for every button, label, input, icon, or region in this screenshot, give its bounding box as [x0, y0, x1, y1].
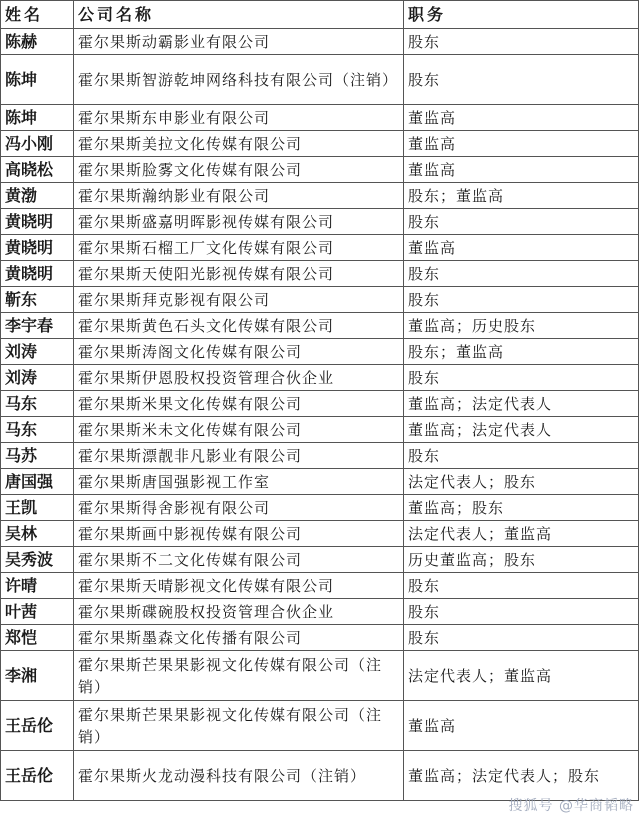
cell-company: 霍尔果斯黄色石头文化传媒有限公司: [74, 313, 404, 339]
table-row: [1, 157, 639, 183]
cell-role: 法定代表人；股东: [404, 469, 639, 495]
cell-name: 刘涛: [1, 339, 74, 365]
cell-company: 霍尔果斯得舍影视有限公司: [74, 495, 404, 521]
watermark: 搜狐号 @华商韬略: [508, 798, 634, 814]
cell-name: 马东: [1, 391, 74, 417]
table-row: [1, 391, 639, 417]
cell-role: 股东: [404, 287, 639, 313]
cell-name: 马东: [1, 417, 74, 443]
cell-role: 股东: [404, 625, 639, 651]
table-row: [1, 417, 639, 443]
table-row: [1, 751, 639, 801]
cell-role: 股东: [404, 29, 639, 55]
cell-company: 霍尔果斯不二文化传媒有限公司: [74, 547, 404, 573]
table-row: [1, 183, 639, 209]
cell-company: 霍尔果斯东申影业有限公司: [74, 105, 404, 131]
cell-company: 霍尔果斯米果文化传媒有限公司: [74, 391, 404, 417]
cell-name: 李湘: [1, 651, 74, 701]
table-row: [1, 547, 639, 573]
cell-role: 股东: [404, 209, 639, 235]
cell-role: 股东；董监高: [404, 183, 639, 209]
cell-name: 黄晓明: [1, 235, 74, 261]
cell-company: 霍尔果斯天晴影视文化传媒有限公司: [74, 573, 404, 599]
cell-name: 黄渤: [1, 183, 74, 209]
table-row: [1, 235, 639, 261]
cell-name: 许晴: [1, 573, 74, 599]
table-row: [1, 287, 639, 313]
header-role: 职务: [404, 1, 639, 29]
cell-name: 唐国强: [1, 469, 74, 495]
cell-company: 霍尔果斯芒果果影视文化传媒有限公司（注销）: [74, 651, 404, 701]
table-row: [1, 625, 639, 651]
cell-company: 霍尔果斯墨森文化传播有限公司: [74, 625, 404, 651]
cell-role: 董监高: [404, 701, 639, 751]
cell-name: 刘涛: [1, 365, 74, 391]
table-row: [1, 599, 639, 625]
table-row: [1, 443, 639, 469]
header-company: 公司名称: [74, 1, 404, 29]
cell-company: 霍尔果斯画中影视传媒有限公司: [74, 521, 404, 547]
cell-company: 霍尔果斯拜克影视有限公司: [74, 287, 404, 313]
cell-name: 王岳伦: [1, 701, 74, 751]
cell-name: 王岳伦: [1, 751, 74, 801]
cell-name: 高晓松: [1, 157, 74, 183]
cell-company: 霍尔果斯美拉文化传媒有限公司: [74, 131, 404, 157]
cell-role: 董监高: [404, 235, 639, 261]
cell-role: 股东: [404, 261, 639, 287]
cell-name: 陈坤: [1, 105, 74, 131]
table-row: [1, 29, 639, 55]
table-row: [1, 131, 639, 157]
cell-name: 吴秀波: [1, 547, 74, 573]
cell-role: 法定代表人；董监高: [404, 521, 639, 547]
cell-company: 霍尔果斯脸雾文化传媒有限公司: [74, 157, 404, 183]
cell-company: 霍尔果斯瀚纳影业有限公司: [74, 183, 404, 209]
table-row: [1, 339, 639, 365]
cell-role: 股东: [404, 573, 639, 599]
cell-name: 靳东: [1, 287, 74, 313]
table-row: [1, 55, 639, 105]
header-name: 姓名: [1, 1, 74, 29]
cell-role: 董监高；法定代表人；股东: [404, 751, 639, 801]
cell-name: 马苏: [1, 443, 74, 469]
cell-role: 董监高；法定代表人: [404, 417, 639, 443]
table-row: [1, 261, 639, 287]
cell-company: 霍尔果斯唐国强影视工作室: [74, 469, 404, 495]
cell-role: 股东: [404, 599, 639, 625]
cell-name: 李宇春: [1, 313, 74, 339]
cell-role: 董监高: [404, 105, 639, 131]
cell-role: 股东；董监高: [404, 339, 639, 365]
cell-name: 黄晓明: [1, 261, 74, 287]
cell-company: 霍尔果斯伊恩股权投资管理合伙企业: [74, 365, 404, 391]
cell-company: 霍尔果斯涛阁文化传媒有限公司: [74, 339, 404, 365]
cell-role: 股东: [404, 55, 639, 105]
table-row: [1, 365, 639, 391]
table-row: [1, 651, 639, 701]
cell-role: 历史董监高；股东: [404, 547, 639, 573]
table-row: [1, 701, 639, 751]
cell-company: 霍尔果斯盛嘉明晖影视传媒有限公司: [74, 209, 404, 235]
cell-name: 郑恺: [1, 625, 74, 651]
cell-name: 黄晓明: [1, 209, 74, 235]
table-row: [1, 313, 639, 339]
cell-role: 董监高；股东: [404, 495, 639, 521]
cell-name: 陈赫: [1, 29, 74, 55]
table-row: [1, 469, 639, 495]
cell-company: 霍尔果斯石榴工厂文化传媒有限公司: [74, 235, 404, 261]
table-row: [1, 105, 639, 131]
cell-company: 霍尔果斯米未文化传媒有限公司: [74, 417, 404, 443]
table-header-row: [1, 1, 639, 29]
cell-company: 霍尔果斯火龙动漫科技有限公司（注销）: [74, 751, 404, 801]
cell-role: 董监高: [404, 157, 639, 183]
table-row: [1, 521, 639, 547]
table-row: [1, 573, 639, 599]
cell-role: 股东: [404, 365, 639, 391]
cell-name: 冯小刚: [1, 131, 74, 157]
cell-name: 陈坤: [1, 55, 74, 105]
cell-company: 霍尔果斯动霸影业有限公司: [74, 29, 404, 55]
cell-name: 吴林: [1, 521, 74, 547]
cell-company: 霍尔果斯漂靓非凡影业有限公司: [74, 443, 404, 469]
cell-role: 股东: [404, 443, 639, 469]
cell-company: 霍尔果斯芒果果影视文化传媒有限公司（注销）: [74, 701, 404, 751]
cell-company: 霍尔果斯碟碗股权投资管理合伙企业: [74, 599, 404, 625]
cell-name: 叶茜: [1, 599, 74, 625]
cell-role: 董监高；历史股东: [404, 313, 639, 339]
cell-role: 董监高: [404, 131, 639, 157]
cell-role: 法定代表人；董监高: [404, 651, 639, 701]
table-row: [1, 495, 639, 521]
cell-role: 董监高；法定代表人: [404, 391, 639, 417]
cell-name: 王凯: [1, 495, 74, 521]
table-row: [1, 209, 639, 235]
cell-company: 霍尔果斯天使阳光影视传媒有限公司: [74, 261, 404, 287]
cell-company: 霍尔果斯智游乾坤网络科技有限公司（注销）: [74, 55, 404, 105]
